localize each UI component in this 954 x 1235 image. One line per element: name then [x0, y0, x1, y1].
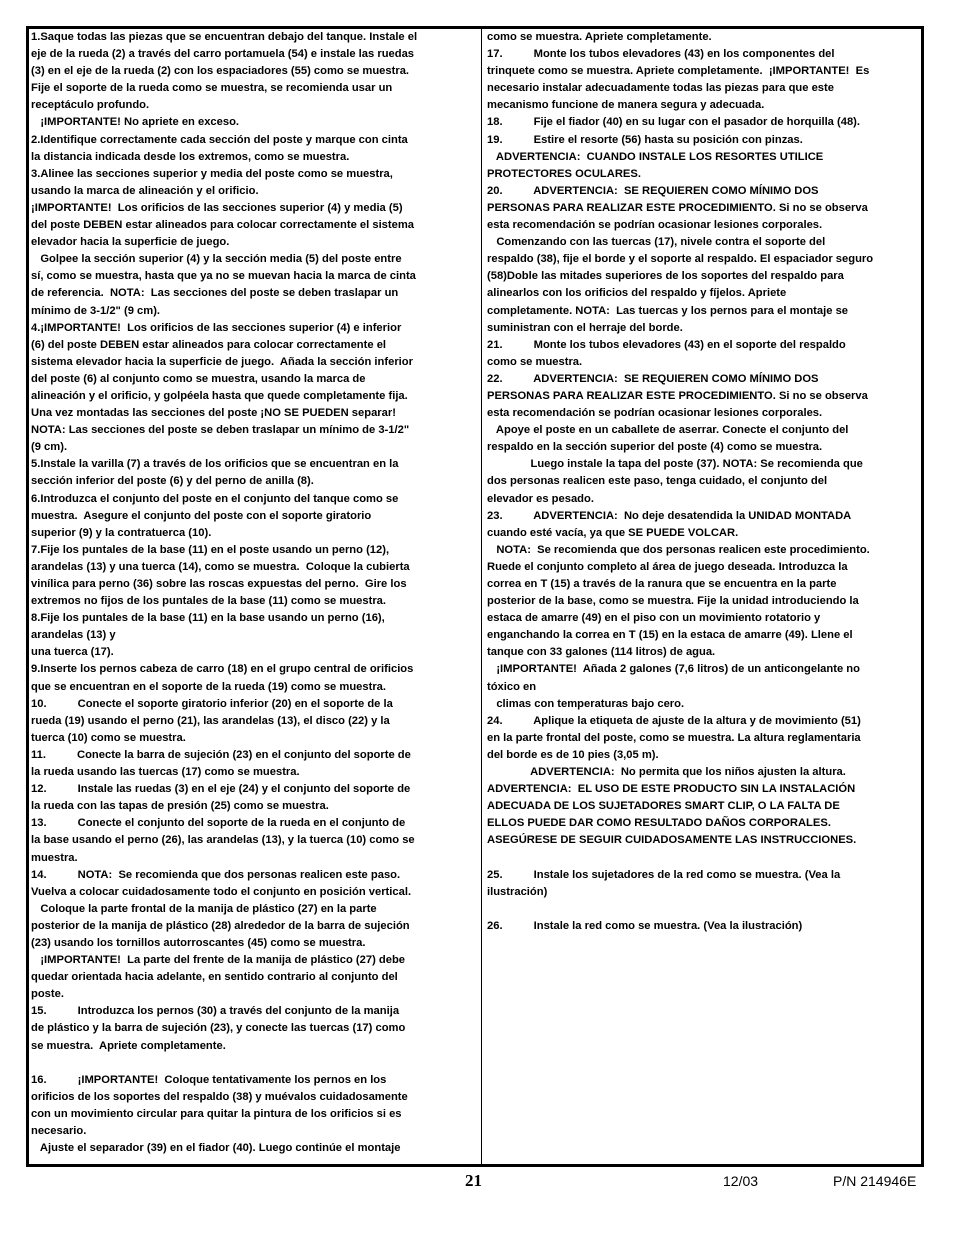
text-line: 15. Introduzca los pernos (30) a través del conjunto de la manija: [31, 1005, 400, 1018]
text-line: 18. Fije el fiador (40) en su lugar con el pasador de horquilla (48).: [487, 116, 861, 129]
text-line: ¡IMPORTANTE! Añada 2 galones (7,6 litros) de un anticongelante no: [487, 663, 860, 676]
text-line: de plástico y la barra de sujeción (23), y conecte las tuercas (17) como: [31, 1022, 406, 1035]
text-line: rueda (19) usando el perno (21), las arandelas (13), el disco (22) y la: [31, 714, 390, 727]
text-line: como se muestra. Apriete completamente.: [487, 31, 712, 43]
text-line: receptáculo profundo.: [31, 99, 150, 112]
text-line: Golpee la sección superior (4) y la sección media (5) del poste entre: [31, 253, 402, 266]
text-line: PROTECTORES OCULARES.: [487, 167, 641, 180]
text-line: la rueda con las tapas de presión (25) como se muestra.: [31, 800, 329, 813]
text-line: eje de la rueda (2) a través del carro portamuela (54) e instale las ruedas: [31, 48, 415, 61]
text-line: respaldo (38), fije el borde y el soporte al respaldo. El espaciador seguro: [487, 253, 874, 266]
text-line: como se muestra.: [487, 355, 583, 368]
text-line: esta recomendación se podrían ocasionar lesiones corporales.: [487, 407, 823, 420]
text-line: alineación y el orificio, y golpéela hasta que quede completamente fija.: [31, 389, 408, 402]
text-line: posterior de la manija de plástico (28) alrededor de la barra de sujeción: [31, 919, 410, 932]
text-line: tuerca (10) como se muestra.: [31, 731, 186, 744]
text-line: ADECUADA DE LOS SUJETADORES SMART CLIP, O LA FALTA DE: [487, 800, 840, 813]
text-line: con un movimiento circular para quitar la pintura de los orificios si es: [31, 1107, 402, 1120]
text-line: Ruede el conjunto completo al área de juego deseada. Introduzca la: [487, 560, 848, 573]
text-line: superior (9) y la contratuerca (10).: [31, 526, 212, 539]
text-line: esta recomendación se podrían ocasionar lesiones corporales.: [487, 219, 823, 232]
text-line: 2.Identifique correctamente cada sección del poste y marque con cinta: [31, 133, 408, 146]
text-line: Fije el soporte de la rueda como se muestra, se recomienda usar un: [31, 82, 393, 95]
text-line: 5.Instale la varilla (7) a través de los orificios que se encuentran en la: [31, 458, 399, 471]
text-line: ilustración): [487, 885, 548, 898]
text-line: elevador hacia la superficie de juego.: [31, 236, 230, 249]
text-line: posterior de la base, como se muestra. Fije la unidad introduciendo la: [487, 595, 859, 608]
text-line: 16. ¡IMPORTANTE! Coloque tentativamente los pernos en los: [31, 1073, 387, 1086]
text-line: Apoye el poste en un caballete de aserrar. Conecte el conjunto del: [487, 424, 849, 437]
text-line: ¡IMPORTANTE! No apriete en exceso.: [31, 116, 240, 129]
text-line: ELLOS PUEDE DAR COMO RESULTADO DAÑOS CORPORALES.: [487, 817, 831, 830]
text-line: quedar orientada hacia adelante, en sentido contrario al conjunto del: [31, 971, 398, 984]
text-line: necesario instalar adecuadamente todas las piezas para que este: [487, 82, 834, 95]
text-line: 23. ADVERTENCIA: No deje desatendida la UNIDAD MONTADA: [487, 509, 852, 522]
text-line: tóxico en: [487, 680, 537, 693]
text-line: correa en T (15) a través de la ranura que se encuentra en la parte: [487, 578, 837, 590]
text-line: (58)Doble las mitades superiores de los soportes del respaldo para: [487, 270, 844, 283]
text-line: elevador es pesado.: [487, 492, 594, 505]
text-line: dos personas realicen este paso, tenga cuidado, el conjunto del: [487, 475, 828, 488]
text-line: 14. NOTA: Se recomienda que dos personas realicen este paso.: [31, 868, 401, 881]
text-line: Vuelva a colocar cuidadosamente todo el conjunto en posición vertical.: [31, 885, 412, 898]
text-line: estaca de amarre (49) en el piso con un movimiento rotatorio y: [487, 612, 821, 625]
text-line: 26. Instale la red como se muestra. (Vea la ilustración): [487, 919, 803, 932]
text-line: climas con temperaturas bajo cero.: [487, 697, 685, 710]
footer-date: 12/03: [723, 1173, 759, 1189]
text-line: 20. ADVERTENCIA: SE REQUIEREN COMO MÍNIMO DOS: [487, 184, 819, 197]
text-line: (3) en el eje de la rueda (2) con los espaciadores (55) como se muestra.: [31, 65, 410, 78]
text-line: la rueda usando las tuercas (17) como se muestra.: [31, 766, 300, 779]
text-line: [487, 850, 923, 867]
text-line: (23) usando los tornillos autorroscantes (45) como se muestra.: [31, 936, 366, 949]
footer-part-number: P/N 214946E: [833, 1173, 917, 1189]
text-line: necesario.: [31, 1125, 87, 1137]
text-line: alinearlos con los orificios del respaldo y fíjelos. Apriete: [487, 287, 787, 300]
text-line: mínimo de 3-1/2" (9 cm).: [31, 304, 161, 317]
left-column: [31, 29, 477, 1157]
text-line: PERSONAS PARA REALIZAR ESTE PROCEDIMIENTO. Si no se observa: [487, 201, 868, 214]
text-line: la distancia indicada desde los extremos, como se muestra.: [31, 150, 350, 163]
text-line: la base usando el perno (26), las arandelas (13), y la tuerca (10) como se: [31, 834, 415, 847]
text-line: 21. Monte los tubos elevadores (43) en el soporte del respaldo: [487, 338, 846, 351]
page-number: 21: [465, 1171, 482, 1190]
text-line: 12. Instale las ruedas (3) en el eje (24) y el conjunto del soporte de: [31, 783, 411, 796]
text-line: 22. ADVERTENCIA: SE REQUIEREN COMO MÍNIMO DOS: [487, 372, 819, 385]
text-line: ¡IMPORTANTE! La parte del frente de la manija de plástico (27) debe: [31, 954, 406, 967]
text-line: 6.Introduzca el conjunto del poste en el conjunto del tanque como se: [31, 492, 399, 505]
text-line: arandelas (13) y: [31, 629, 116, 642]
text-line: del borde es de 10 pies (3,05 m).: [487, 748, 659, 761]
text-line: vinílica para perno (36) sobre las roscas expuestas del perno. Gire los: [31, 578, 407, 590]
text-line: [487, 901, 923, 918]
text-line: PERSONAS PARA REALIZAR ESTE PROCEDIMIENTO. Si no se observa: [487, 389, 868, 402]
text-line: del poste (6) al conjunto como se muestra, usando la marca de: [31, 372, 366, 385]
text-line: 17. Monte los tubos elevadores (43) en los componentes del: [487, 48, 835, 61]
text-line: Ajuste el separador (39) en el fiador (40). Luego continúe el montaje: [31, 1142, 401, 1155]
text-line: [31, 1055, 477, 1072]
text-line: trinquete como se muestra. Apriete completamente. ¡IMPORTANTE! Es: [487, 65, 870, 78]
text-line: completamente. NOTA: Las tuercas y los pernos para el montaje se: [487, 304, 849, 317]
text-line: usando la marca de alineación y el orificio.: [31, 184, 259, 197]
text-line: (9 cm).: [31, 441, 68, 454]
column-divider: [481, 29, 482, 1166]
text-line: mecanismo funcione de manera segura y adecuada.: [487, 99, 765, 112]
text-line: respaldo en la sección superior del poste (4) como se muestra.: [487, 441, 823, 454]
text-line: arandelas (13) y una tuerca (14), como se muestra. Coloque la cubierta: [31, 560, 410, 573]
text-line: poste.: [31, 988, 64, 1001]
text-line: 24. Aplique la etiqueta de ajuste de la altura y de movimiento (51): [487, 714, 861, 727]
text-line: tanque con 33 galones (114 litros) de agua.: [487, 646, 716, 659]
text-line: 10. Conecte el soporte giratorio inferior (20) en el soporte de la: [31, 697, 393, 710]
text-line: ¡IMPORTANTE! Los orificios de las secciones superior (4) y media (5): [31, 201, 403, 214]
text-line: se muestra. Apriete completamente.: [31, 1039, 226, 1052]
text-line: 7.Fije los puntales de la base (11) en el poste usando un perno (12),: [31, 543, 390, 556]
text-line: del poste DEBEN estar alineados para colocar correctamente el sistema: [31, 219, 415, 232]
text-line: muestra.: [31, 851, 78, 864]
text-line: NOTA: Se recomienda que dos personas realicen este procedimiento.: [487, 543, 870, 556]
text-line: 13. Conecte el conjunto del soporte de la rueda en el conjunto de: [31, 817, 406, 830]
text-line: 3.Alinee las secciones superior y media del poste como se muestra,: [31, 167, 393, 180]
text-line: 25. Instale los sujetadores de la red como se muestra. (Vea la: [487, 868, 841, 881]
text-line: ADVERTENCIA: No permita que los niños ajusten la altura.: [487, 766, 846, 779]
text-line: en la parte frontal del poste, como se muestra. La altura reglamentaria: [487, 731, 861, 744]
text-line: sección inferior del poste (6) y del perno de anilla (8).: [31, 475, 314, 488]
text-line: NOTA: Las secciones del poste se deben traslapar un mínimo de 3-1/2": [31, 424, 410, 437]
text-line: enganchando la correa en T (15) en la estaca de amarre (49). Llene el: [487, 629, 853, 642]
text-line: sí, como se muestra, hasta que ya no se muevan hacia la marca de cinta: [31, 270, 416, 283]
text-line: extremos no fijos de los puntales de la base (11) como se muestra.: [31, 595, 387, 608]
text-line: de referencia. NOTA: Las secciones del poste se deben traslapar un: [31, 287, 399, 300]
text-line: (6) del poste DEBEN estar alineados para colocar correctamente el: [31, 338, 387, 351]
text-line: 4.¡IMPORTANTE! Los orificios de las secciones superior (4) e inferior: [31, 321, 402, 334]
text-line: Luego instale la tapa del poste (37). NOTA: Se recomienda que: [487, 458, 863, 471]
text-line: ADVERTENCIA: EL USO DE ESTE PRODUCTO SIN LA INSTALACIÓN: [487, 783, 856, 796]
text-line: suministran con el herraje del borde.: [487, 321, 683, 334]
text-line: Coloque la parte frontal de la manija de plástico (27) en la parte: [31, 902, 377, 915]
text-line: una tuerca (17).: [31, 646, 114, 659]
text-line: Comenzando con las tuercas (17), nivele contra el soporte del: [487, 236, 826, 249]
text-line: Una vez montadas las secciones del poste ¡NO SE PUEDEN separar!: [31, 407, 396, 420]
text-line: 8.Fije los puntales de la base (11) en la base usando un perno (16),: [31, 612, 385, 625]
text-line: orificios de los soportes del respaldo (38) y muévalos cuidadosamente: [31, 1090, 408, 1103]
text-line: ADVERTENCIA: CUANDO INSTALE LOS RESORTES UTILICE: [487, 150, 824, 163]
text-line: ASEGÚRESE DE SEGUIR CUIDADOSAMENTE LAS INSTRUCCIONES.: [487, 834, 857, 847]
text-line: 9.Inserte los pernos cabeza de carro (18) en el grupo central de orificios: [31, 663, 414, 676]
text-line: 19. Estire el resorte (56) hasta su posición con pinzas.: [487, 133, 803, 146]
text-line: cuando esté vacía, ya que SE PUEDE VOLCAR.: [487, 526, 739, 539]
text-line: muestra. Asegure el conjunto del poste con el soporte giratorio: [31, 509, 372, 522]
text-line: 11. Conecte la barra de sujeción (23) en el conjunto del soporte de: [31, 748, 411, 761]
text-line: que se encuentran en el soporte de la rueda (19) como se muestra.: [31, 680, 387, 693]
text-line: 1.Saque todas las piezas que se encuentran debajo del tanque. Instale el: [31, 31, 418, 43]
text-line: sistema elevador hacia la superficie de juego. Añada la sección inferior: [31, 355, 413, 368]
right-column: [487, 29, 923, 935]
